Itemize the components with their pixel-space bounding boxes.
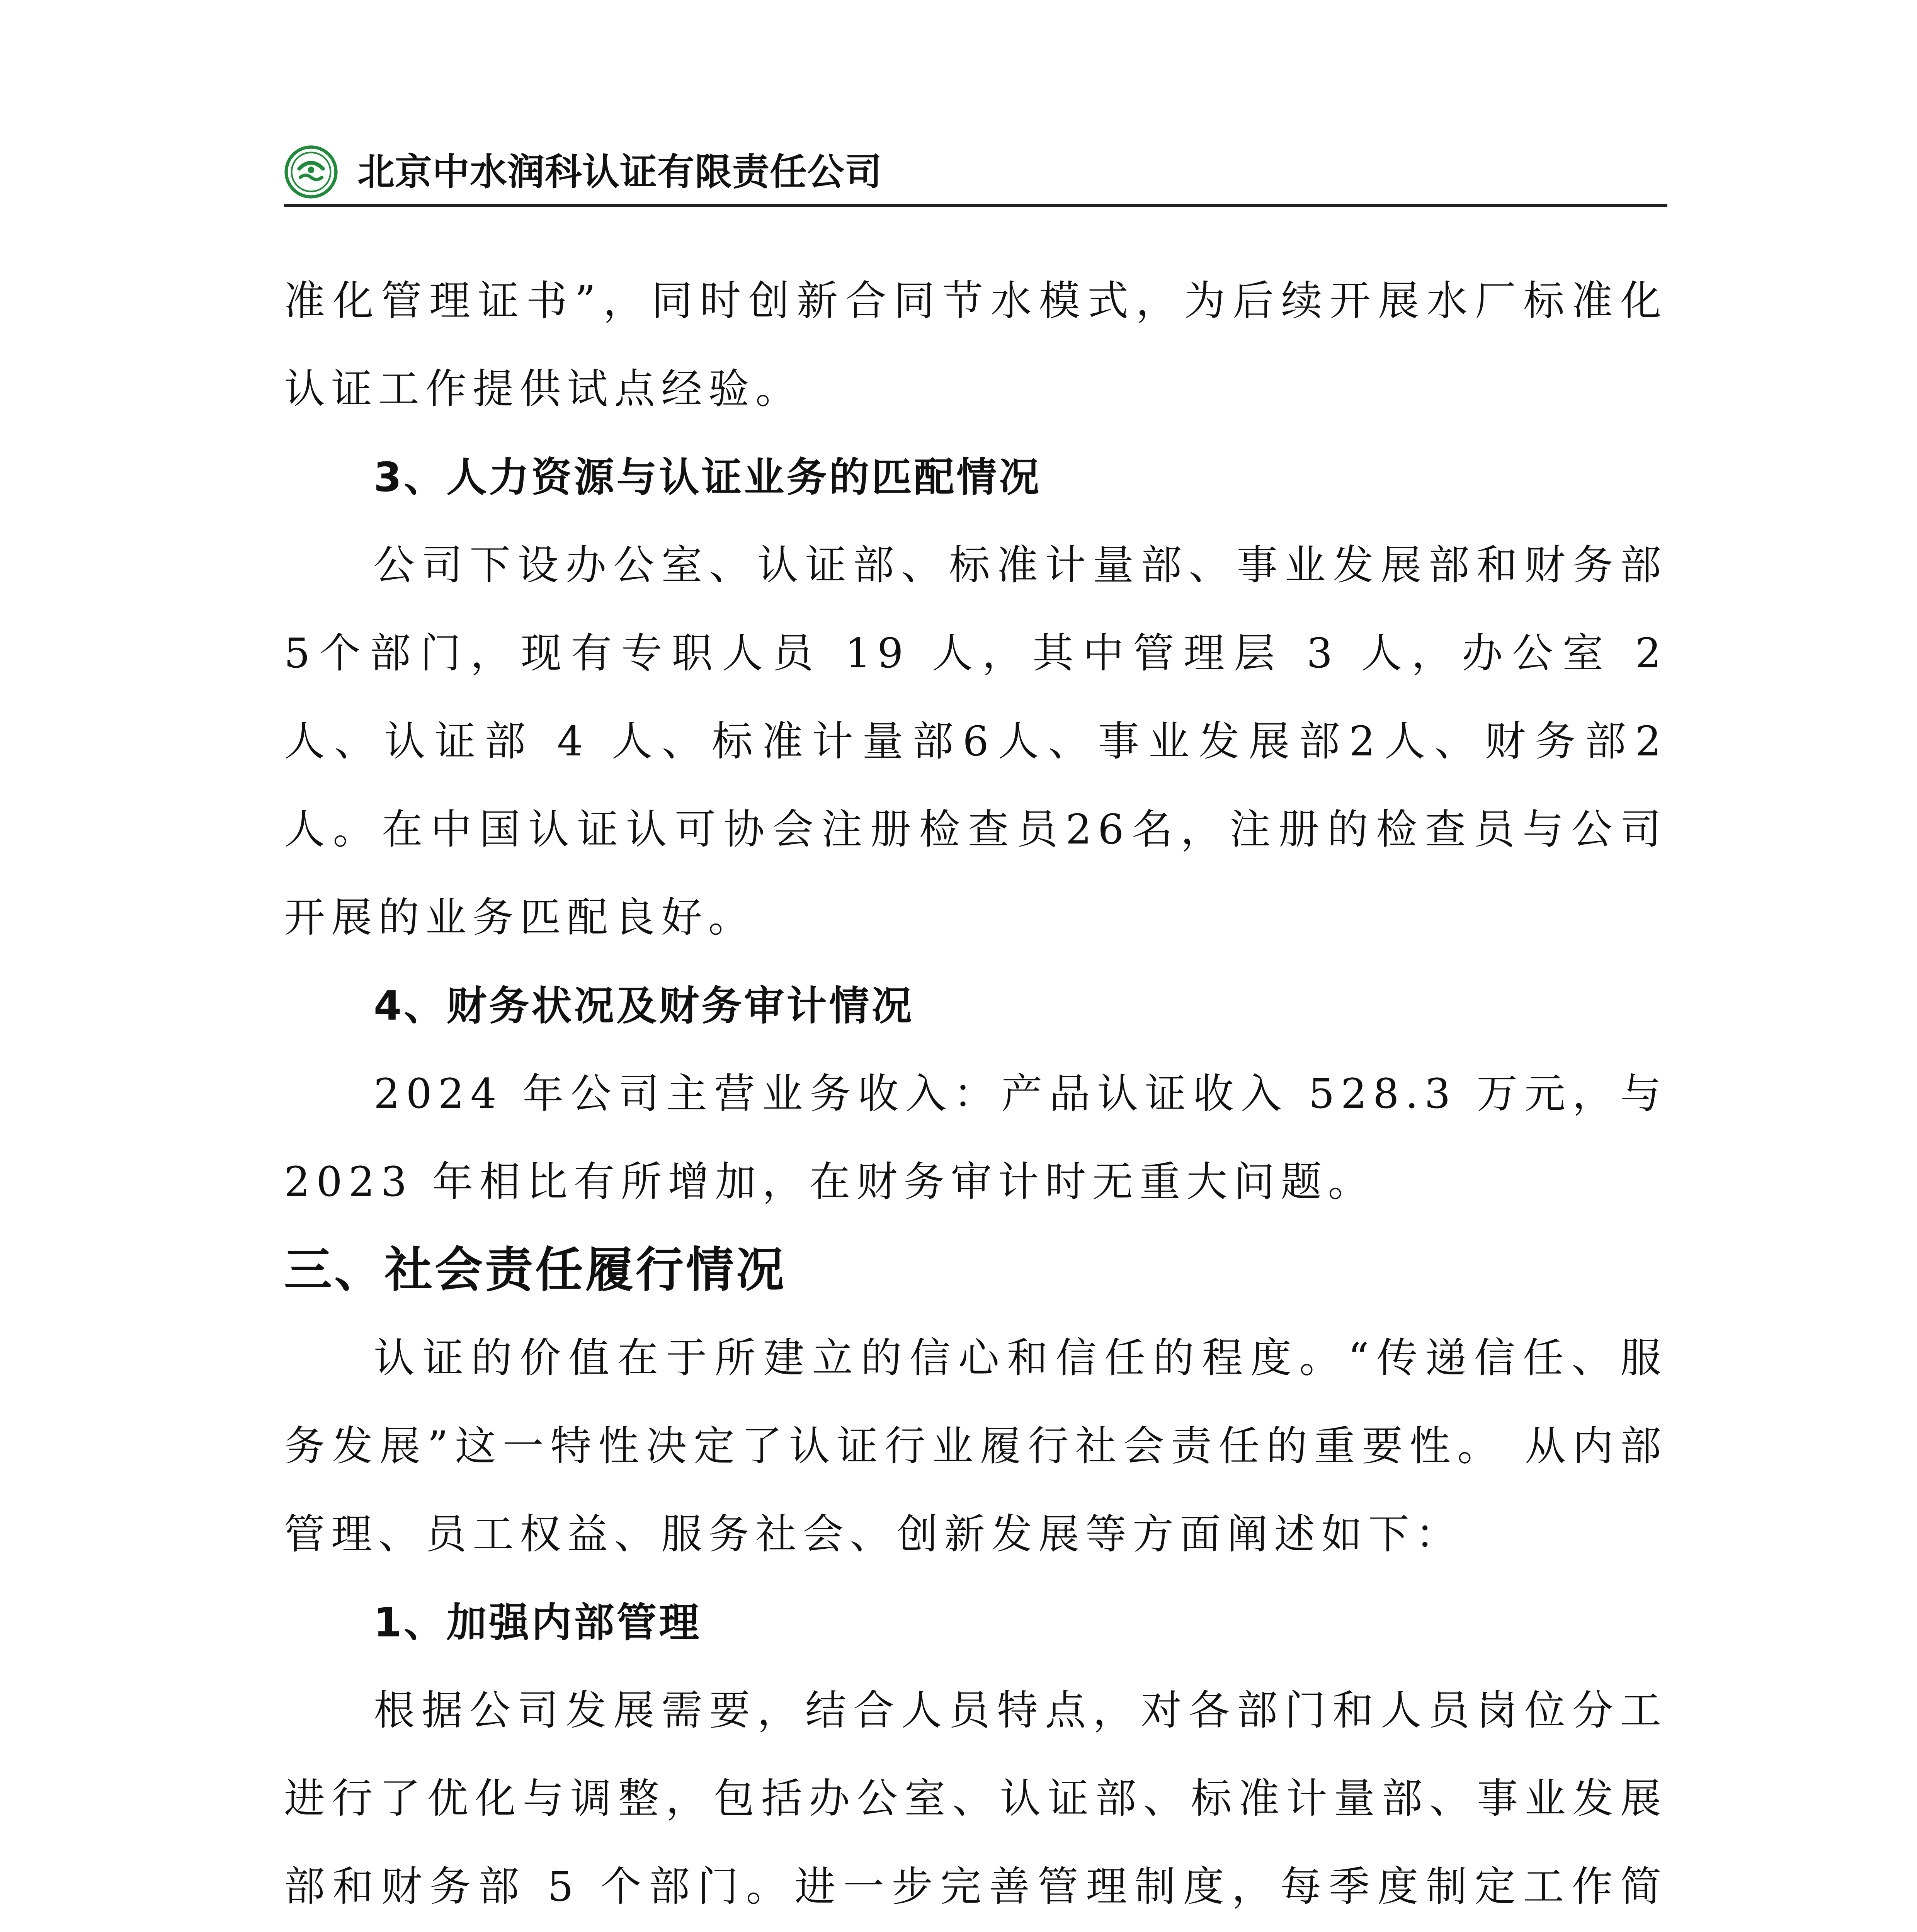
paragraph-finance: 2024 年公司主营业务收入：产品认证收入 528.3 万元，与 2023 年相比有所增加，在财务审计时无重大问题。 (284, 1070, 1667, 1206)
company-name: 北京中水润科认证有限责任公司 (357, 150, 882, 194)
header-divider (284, 204, 1667, 207)
subheading-hr-matching: 3、人力资源与认证业务的匹配情况 (374, 454, 1042, 501)
company-logo-icon (284, 145, 338, 199)
paragraph-hr: 公司下设办公室、认证部、标准计量部、事业发展部和财务部5个部门，现有专职人员 19 人，其中管理层 3 人，办公室 2 人、认证部 4 人、标准计量部6人、事业发展部2人、财务部2人。在中国认证认可协会注册检查员26名，注册的检查员与公司开展的业务匹配良好。 (284, 541, 1667, 941)
paragraph-internal-management: 根据公司发展需要，结合人员特点，对各部门和人员岗位分工进行了优化与调整，包括办公室、认证部、标准计量部、事业发展部和财务部 5 个部门。进一步完善管理制度，每季度制定工作简 (284, 1687, 1667, 1910)
paragraph-continuation: 准化管理证书”，同时创新合同节水模式，为后续开展水厂标准化认证工作提供试点经验。 (284, 277, 1667, 413)
section-title-social-responsibility: 三、社会责任履行情况 (284, 1242, 787, 1298)
subheading-finance: 4、财务状况及财务审计情况 (374, 982, 914, 1029)
paragraph-social-responsibility: 认证的价值在于所建立的信心和信任的程度。“传递信任、服务发展”这一特性决定了认证行业履行社会责任的重要性。 从内部管理、员工权益、服务社会、创新发展等方面阐述如下： (284, 1334, 1667, 1558)
document-body (284, 257, 1667, 1932)
page-header (284, 139, 1667, 207)
subheading-internal-management: 1、加强内部管理 (374, 1599, 702, 1646)
